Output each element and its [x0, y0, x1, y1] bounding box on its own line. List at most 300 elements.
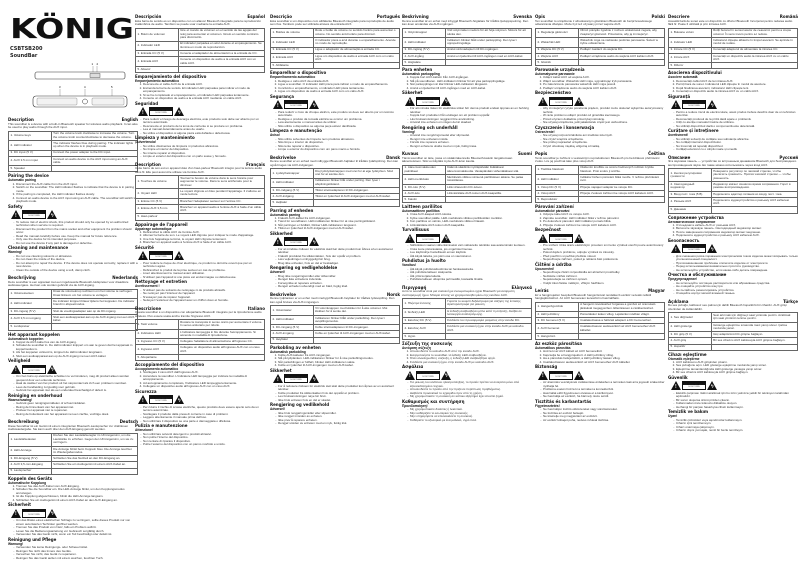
caution-label [671, 381, 798, 391]
part-description: Tilslut strømadapteren til DC-indgangen. [313, 188, 399, 194]
table-row [403, 38, 532, 48]
table-row [271, 306, 400, 316]
cleaning-item: - Cihazın içini temizlemeyin. [676, 422, 798, 426]
part-description: Ruotare la manopola in senso orario per aumentare il volume. In senso antiorario per ridurlo. [178, 320, 264, 330]
safety-item: - Um das Risiko eines elektrischen Schlags zu verringern, sollte dieses Produkt nur von einem autorisierten Techniker geöffnet werden. [16, 519, 138, 526]
cleaning-item: - Ne kísérelje meg megjavítani az eszközt. [543, 415, 665, 419]
part-description: Connect an audio device to the AUX input using an AUX cable. [51, 156, 137, 166]
part-label [403, 38, 446, 48]
safety-list [270, 385, 400, 403]
part-number: 5. [537, 196, 541, 201]
intro-text: Diese Soundbar ist ein Gerät mit einem integrierten Bluetooth-Lautsprecher zur drahtlosen Audiowiedergabe. Sie kann auch über den AUX-Eingang genutzt werden. [8, 423, 129, 432]
part-number: 4. [10, 158, 14, 163]
pairing-step: 1. Desligue o cabo AUX da entrada AUX. [278, 80, 400, 84]
language-section-français [135, 162, 265, 303]
caution-label [11, 364, 138, 374]
section-title: Περιγραφή [402, 284, 427, 290]
table-row [536, 175, 665, 185]
part-description: Schließen Sie das Netzteil an den DC-Eingang an. [51, 456, 137, 462]
cleaning-list [135, 289, 265, 303]
caution-line: RISK OF ELECTRIC SHOCK [285, 103, 307, 105]
caution-line: RISK OF ELECTRIC SHOCK [23, 368, 45, 370]
table-row [136, 329, 265, 339]
pairing-heading: Laitteen pariliitos [402, 204, 443, 210]
safety-item: - Ikke bruk enheten hvis en del er skadet. [278, 399, 400, 403]
pairing-steps [8, 341, 138, 359]
auto-pairing-heading: Automaattinen pariliitos [402, 209, 440, 214]
callout-2: 2 [96, 62, 99, 66]
part-description: Připojte napájecí adaptér ke vstupu DC. [578, 184, 664, 190]
part-name: Volymknappar [407, 30, 427, 35]
part-name: AUX-indgang [275, 194, 294, 199]
part-label [271, 337, 314, 343]
part-name: Luidspreker [13, 324, 30, 329]
pairing-heading: Het apparaat koppelen [8, 331, 60, 337]
caution-box [284, 374, 308, 383]
intro-text: Questa soundbar è un dispositivo con altoparlante Bluetooth integrato per la riproduzione audio wireless. Può essere usata anche tramite l'ingresso AUX. [135, 310, 262, 318]
part-number: 3. [404, 318, 408, 323]
part-number: 5. [404, 333, 408, 338]
part-name: AUX-tulo [407, 190, 420, 195]
part-number: 2. [10, 142, 14, 147]
part-description: Γυρίστε το κουμπί δεξιόστροφα για αύξηση της έντασης. Αριστερόστροφα για μείωση. [445, 299, 531, 309]
warning-triangle-icon: ! [671, 381, 681, 390]
part-number: 3. [272, 188, 276, 193]
pairing-steps [402, 213, 532, 227]
cleaning-list [535, 271, 665, 285]
part-number: 3. [537, 318, 541, 323]
pairing-heading: Parowanie urządzenia [535, 66, 585, 72]
part-number: 2. [537, 39, 541, 44]
section-title: Leírás [535, 288, 549, 294]
pairing-step: 3. Une fois l'appairage terminé, le voyant LED clignote lentement. [143, 238, 265, 242]
pairing-steps [135, 231, 265, 245]
safety-item: - For å redusere risikoen for elektrisk støt skal dette produktet kun åpnes av en autorisert tekniker. [278, 385, 400, 392]
cleaning-list [402, 268, 532, 282]
part-number: 5. [670, 63, 674, 68]
part-name: DC input (5 V) [13, 150, 33, 155]
part-label [9, 446, 52, 456]
part-label [536, 324, 579, 334]
part-label [136, 28, 179, 41]
safety-item: - Koppla bort produkten från eluttaget om ett problem uppstår. [410, 114, 532, 118]
table-row [669, 53, 798, 63]
part-description: Gire el mando de volumen en el sentido de las agujas del reloj para aumentar el volumen. Gírelo en sentido contrario para disminuirlo. [178, 28, 264, 41]
safety-heading: Siguranță [668, 93, 691, 99]
cleaning-item: - Do not attempt to repair the device. If the device does not operate correctly, replace it with a new device. [16, 262, 138, 269]
cleaning-item: - Nettoyez l'extérieur de l'appareil avec un chiffon doux et humide. [143, 299, 265, 303]
part-description: Indikatoren blinker blåt under parring. Den lyser i afspilningstilstand. [313, 178, 399, 188]
safety-list [535, 244, 665, 262]
safety-item: - Do not use the device if any part is damaged or defective. [16, 242, 138, 246]
shock-triangle-icon: ϟ [707, 381, 717, 390]
caution-line: RISK OF ELECTRIC SHOCK [683, 103, 705, 105]
auto-pairing-heading: Automatisch koppelen [8, 336, 44, 341]
language-section-español [135, 14, 265, 159]
part-description: Συνδέστε μια συσκευή ήχου στην είσοδο AUX με καλώδιο AUX. [445, 324, 531, 334]
manual-column-4 [402, 14, 532, 425]
warning-triangle-icon: ! [11, 210, 21, 219]
language-section-svenska [402, 14, 532, 148]
caution-title: CAUTION [150, 108, 172, 110]
cleaning-list [668, 282, 798, 296]
warning-heading: Advarsel! [270, 270, 286, 275]
intro-text: Esta soundbar é um dispositivo com altifalante Bluetooth integrado para reprodução de áudio sem fios. Também pode ser utilizada através da entrada AUX. [270, 18, 394, 26]
table-row [403, 196, 532, 202]
parts-table [8, 131, 138, 173]
pairing-step: 2. Ενεργοποιήστε το soundbar. Η ένδειξη LED αναβοσβήνει. [410, 354, 532, 358]
warning-heading: Figyelmeztetés! [535, 403, 560, 408]
cleaning-item: - Nie próbuj naprawiać urządzenia. [543, 141, 665, 145]
safety-item: - Desconecte el producto de la toma de corriente si se produce un problema. [143, 125, 265, 129]
shock-triangle-icon: ϟ [309, 374, 319, 383]
caution-line: RISK OF ELECTRIC SHOCK [150, 398, 172, 400]
pairing-heading: Parring af enheden [270, 207, 314, 213]
part-number: 2. [137, 43, 141, 48]
pairing-heading: Párování zařízení [535, 204, 574, 210]
caution-line: RISK OF ELECTRIC SHOCK [550, 374, 572, 376]
table-row [9, 299, 138, 309]
shock-triangle-icon: ϟ [707, 100, 717, 109]
caution-label [538, 233, 665, 243]
pairing-step: 3. Als het koppelen voltooid is, knippert de LED-indicator langzaam. [16, 351, 138, 355]
pairing-step: 1. Koppel de AUX-kabel los van de AUX-ingang. [16, 341, 138, 345]
safety-item: - Leia atentamente o manual antes de utilizar. [278, 121, 400, 125]
parts-table [535, 28, 665, 66]
pairing-step: 3. Kun pariliitos on valmis, LED-merkkivalo vilkkuu hitaasti. [410, 220, 532, 224]
part-number: 4. [670, 338, 674, 343]
part-name: Разъем AUX [673, 199, 692, 204]
safety-item: - Lisez attentivement le manuel avant utilisation. [143, 272, 265, 276]
section-title: Descripción [135, 14, 162, 19]
safety-item: - Only use the device for its intended purposes. [16, 238, 138, 242]
caution-box [549, 97, 573, 106]
part-description: Turn the volume knob clockwise to increase the volume. Turn the volume knob counterclockwise to decrease the volume. [51, 131, 137, 141]
warning-triangle-icon: ! [273, 237, 283, 246]
safety-item: - Elektrik çarpması riskini azaltmak için bu ürün yalnızca yetkili bir teknisyen tarafından açılmalıdır. [676, 392, 798, 399]
pairing-step: 4. Sluit een audioapparaat aan op de AUX-ingang met een AUX-kabel. [16, 355, 138, 359]
section-title: Popis [535, 151, 548, 157]
part-name: Πλήκτρα έντασης [407, 300, 431, 305]
part-name: Högtalare [407, 59, 421, 64]
part-label [669, 63, 712, 69]
warning-triangle-icon: ! [11, 365, 21, 374]
pairing-step: 1. Irrota AUX-kaapeli AUX-tulosta. [410, 213, 532, 217]
pairing-step: 4. Schließen Sie ein Audiogerät mit einem AUX-Kabel an den AUX-Eingang an. [16, 499, 138, 503]
part-name: Indicatore LED [140, 331, 161, 336]
caution-box [149, 395, 173, 404]
warning-triangle-icon: ! [138, 395, 148, 404]
part-number: 3. [137, 339, 141, 344]
part-label [9, 433, 52, 446]
table-row [536, 165, 665, 175]
part-name: Wskaźnik LED [540, 39, 561, 44]
part-label [669, 322, 712, 332]
cleaning-item: - Очищайте корпус мягкой влажной тканью. [676, 292, 798, 296]
part-description: Wskaźnik miga na niebiesko podczas parowania. Świeci w trybie odtwarzania. [578, 38, 664, 48]
safety-item: - Lea el manual detenidamente antes de usarlo. [143, 128, 265, 132]
part-description: Párosításkor kéken villog. Lejátszási módban világít. [578, 312, 664, 318]
part-label [536, 302, 579, 312]
section-title: Descriere [668, 14, 690, 19]
part-name: LED-Anzeige [13, 448, 32, 453]
part-description: Vri volumknappen med klokken for å øke volumet. Mot klokken for å senke det. [313, 306, 399, 316]
part-name: Äänenvoimakkuuden painikkeet [404, 165, 436, 173]
part-description [178, 66, 264, 72]
parts-table [8, 289, 138, 331]
cleaning-item: - Nečistěte vnitřek zařízení. [543, 275, 665, 279]
language-label: Português [376, 14, 400, 19]
part-label [403, 175, 446, 185]
table-row [136, 176, 265, 189]
table-row [403, 59, 532, 65]
part-label [403, 308, 446, 318]
caution-box [682, 100, 706, 109]
caution-title: CAUTION [683, 382, 705, 384]
pairing-step: 1. Débranchez le câble AUX de l'entrée AUX. [143, 231, 265, 235]
language-section-deutsch [8, 419, 138, 560]
safety-heading: Sikkerhed [270, 230, 293, 236]
part-label [136, 320, 179, 330]
intro-text: This soundbar is a device with a built-in Bluetooth speaker for wireless audio playback. It can also be used to play audio through the AUX input. [8, 121, 138, 129]
safety-heading: Safety [8, 203, 23, 209]
caution-line: RISK OF ELECTRIC SHOCK [285, 377, 307, 379]
pairing-step: 2. Allumez la barre de son. Le voyant LED clignote pour indiquer le mode d'appairage. [143, 234, 265, 238]
warning-heading: Ostrzeżenie! [535, 129, 555, 134]
part-name: Tlačítka hlasitosti [540, 167, 564, 172]
part-description: Η ένδειξη αναβοσβήνει μπλε κατά τη σύζευξη. Ανάβει σε λειτουργία αναπαραγωγής. [445, 308, 531, 318]
table-row [136, 41, 265, 51]
part-label [669, 28, 712, 38]
pairing-step: 2. Ligue a soundbar. O indicador LED pisca para indicar o modo de emparelhamento. [278, 83, 400, 87]
cleaning-item: - Gebruik geen reinigingsmiddelen of schuurmiddelen. [16, 402, 138, 406]
part-description: Draai de volumeknop rechtsom om het volume te verhogen. Draai linksom om het volume te verlagen. [51, 289, 137, 299]
pairing-step: 1. Trennen Sie das AUX-Kabel vom AUX-Eingang. [16, 485, 138, 489]
cleaning-item: - Ne tisztítsa az eszköz belsejét. [543, 412, 665, 416]
table-row [536, 59, 665, 65]
cleaning-list [668, 419, 798, 433]
cleaning-item: - Rengør ikke enhedens inderside. [278, 278, 400, 282]
intro-text: Αυτό το soundbar είναι μια συσκευή με ενσωματωμένο ηχείο Bluetooth για ασύρματη αναπαραγωγή ήχου. Μπορεί επίσης να χρησιμοποιηθεί μέσω της εισόδου AUX. [402, 289, 515, 297]
part-name: LED-indicator [13, 300, 33, 305]
caution-line: RISK OF ELECTRIC SHOCK [417, 237, 439, 239]
cleaning-list [270, 412, 400, 426]
caution-title: CAUTION [285, 238, 307, 240]
part-name: Entrada CC (5 V) [275, 47, 299, 52]
parts-table [402, 28, 532, 66]
safety-item: - Pokud dojde k problému, odpojte výrobek ze zásuvky. [543, 251, 665, 255]
part-description: Branchez un appareil audio à l'entrée AUX à l'aide d'un câble AUX. [178, 204, 264, 214]
cleaning-item: - Ikke prøv å reparere enheten. [278, 419, 400, 423]
caution-title: CAUTION [285, 375, 307, 377]
cleaning-item: - Не очищайте устройство изнутри. [676, 285, 798, 289]
pairing-steps [270, 217, 400, 231]
part-label [403, 165, 446, 175]
part-label [271, 169, 314, 179]
parts-table [668, 312, 798, 350]
cleaning-item: - No utilice disolventes de limpieza ni productos abrasivos. [143, 145, 265, 149]
safety-item: - Desligue o produto da tomada elétrica se ocorrer um problema. [278, 118, 400, 122]
safety-list [668, 111, 798, 129]
part-number: 1. [10, 436, 14, 441]
part-description: Merkkivalo vilkkuu sinisenä pariliitoksen aikana. Se palaa toistotilassa. [445, 175, 531, 185]
part-description: El indicador parpadea en azul durante el emparejamiento. Se ilumina en modo de reproducción. [178, 41, 264, 51]
safety-item: - Read the manual carefully before use. Keep the manual for future reference. [16, 235, 138, 239]
warning-triangle-icon: ! [138, 251, 148, 260]
cleaning-item: - Não limpe o interior do dispositivo. [278, 141, 400, 145]
part-number: 1. [670, 314, 674, 319]
part-number: 1. [137, 179, 141, 184]
part-number: 1. [10, 291, 14, 296]
safety-item: - Az áramütés veszélyének csökkentése érdekében a terméket csak arra jogosult szakember nyithatja fel. [543, 381, 665, 388]
part-number: 2. [404, 310, 408, 315]
cleaning-list [535, 134, 665, 148]
caution-title: CAUTION [417, 235, 439, 237]
caution-line: DO NOT OPEN [422, 102, 434, 104]
table-row [669, 344, 798, 350]
safety-item: - Sähköiskun vaaran vähentämiseksi vain valtuutettu teknikko saa avata tämän tuotteen. [410, 244, 532, 248]
part-number: 4. [272, 55, 276, 60]
callout-3: 3 [59, 85, 61, 89]
part-number: 4. [537, 190, 541, 195]
pairing-step: 1. Scollegare il cavo AUX dall'ingresso AUX. [143, 371, 265, 375]
caution-line: DO NOT OPEN [28, 370, 40, 372]
cleaning-item: - Не используйте чистящие растворители или абразивные средства. [676, 282, 798, 286]
part-description: Liitä virtasovitin DC-tuloon. [445, 184, 531, 190]
part-name: Кнопки регулировки громкости [670, 170, 702, 179]
section-title: Description [8, 117, 34, 122]
table-row [9, 314, 138, 324]
cleaning-list [8, 546, 138, 560]
caution-line: DO NOT OPEN [290, 106, 302, 108]
caution-box [416, 97, 440, 106]
safety-item: - Για μείωση του κινδύνου ηλεκτροπληξίας, το προϊόν πρέπει να ανοίγεται μόνο από εξουσιοδοτημένο τεχνικό. [410, 381, 532, 388]
table-row [136, 189, 265, 199]
language-section-english [8, 117, 138, 272]
safety-item: - Gebruik het apparaat niet als een onderdeel beschadigd of defect is. [16, 389, 138, 393]
cleaning-item: - Brug ikke rengøringsmidler eller slibemidler. [278, 275, 400, 279]
table-row [271, 28, 400, 38]
part-number: 5. [137, 214, 141, 219]
table-row [136, 355, 265, 361]
safety-item: - Les bruksanvisningen nøye før bruk. [278, 395, 400, 399]
pairing-step: 4. Připojte zvukové zařízení ke vstupu AUX kabelem AUX. [543, 224, 665, 228]
safety-item: - Haal de stekker van het product uit het stopcontact als zich een probleem voordoet. [16, 382, 138, 386]
warning-heading: Aviso! [270, 133, 280, 138]
auto-pairing-heading: Appairage automatique [135, 226, 172, 231]
part-number: 3. [10, 308, 14, 313]
part-number: 4. [404, 190, 408, 195]
safety-heading: Seguridad [135, 100, 159, 106]
language-label: English [121, 117, 138, 122]
cleaning-item: - Do not use cleaning solvents or abrasives. [16, 255, 138, 259]
caution-label [138, 107, 265, 117]
pairing-step: 2. Schalten Sie die Soundbar ein. Die LED-Anzeige blinkt, um den Kopplungsmodus anzuzeigen. [16, 488, 138, 495]
language-label: Polski [651, 14, 665, 19]
table-row [536, 302, 665, 312]
part-description: Indikatoren blinker blått under parkobling. Den lyser i avspillingsmodus. [313, 315, 399, 325]
safety-heading: Turvallisuus [402, 227, 429, 233]
caution-label [671, 100, 798, 110]
part-description [51, 468, 137, 474]
part-number: 4. [670, 55, 674, 60]
caution-line: RISK OF ELECTRIC SHOCK [683, 384, 705, 386]
pairing-step: 4. Connect an audio device to the AUX input using an AUX cable. The soundbar will switch to playback mode. [16, 197, 138, 204]
part-name: Ingresso CC (5 V) [140, 339, 165, 344]
intro-text: Ten soundbar to urządzenie z wbudowanym głośnikiem Bluetooth do bezprzewodowego odtwarzania dźwięku. Może być też używany przez wejście AUX. [535, 18, 653, 26]
part-number: 5. [272, 63, 276, 68]
pairing-steps [668, 80, 798, 94]
safety-item: - Probléma esetén húzza ki a terméket a konnektorból. [543, 388, 665, 392]
part-number: 1. [404, 165, 408, 170]
warning-heading: Upozornění! [535, 266, 555, 271]
parts-table [402, 165, 532, 203]
part-description: Индикатор мигает синим во время сопряжения. Горит в режиме воспроизведения. [711, 182, 797, 192]
part-description: Tilslut en lydenhed til AUX-indgangen med et AUX-kabel. [313, 194, 399, 200]
parts-table [135, 175, 265, 220]
safety-item: - Använd inte enheten om någon del är skadad. [410, 121, 532, 125]
pairing-step: 1. Αποσυνδέστε το καλώδιο AUX από την είσοδο AUX. [410, 350, 532, 354]
cleaning-item: - Non utilizzare solventi detergenti o prodotti abrasivi. [143, 433, 265, 437]
part-name: Regulacja głośności [540, 30, 568, 35]
safety-list [8, 221, 138, 246]
part-number: 1. [272, 30, 276, 35]
part-name: LED-indikator [275, 180, 295, 185]
cleaning-item: - Limpie el exterior del dispositivo con un paño suave y húmedo. [143, 155, 265, 159]
part-description [578, 334, 664, 340]
part-description: Le voyant clignote en bleu pendant l'appairage. Il s'allume en mode lecture. [178, 189, 264, 199]
pairing-step: 4. Tilslut en lydenhed til AUX-indgangen med et AUX-kabel. [278, 227, 400, 231]
section-title: Kuvaus [402, 151, 419, 157]
pairing-step: 1. Koble AUX-kabelen fra AUX-inngangen. [278, 354, 400, 358]
cleaning-heading: Καθαρισμός και συντήρηση [402, 398, 465, 404]
part-number: 4. [10, 316, 14, 321]
cleaning-item: - Clean the outside of the device using a soft, damp cloth. [16, 269, 138, 273]
language-label: Română [779, 14, 798, 19]
caution-box [682, 244, 706, 253]
caution-line: DO NOT OPEN [155, 113, 167, 115]
part-description: Obróć pokrętło zgodnie z ruchem wskazówek zegara, aby zwiększyć głośność. Przeciwnie, aby ją zmniejszyć. [578, 28, 664, 38]
part-number: 3. [272, 47, 276, 52]
section-title: Beschreibung [8, 419, 39, 425]
part-name: AUX 3,5-mm-Eingang [13, 462, 43, 467]
part-name: Højttaler [275, 200, 288, 205]
parts-table [270, 168, 400, 206]
manual-column-3 [270, 14, 400, 429]
pairing-step: 3. Po dokončení párování LED indikátor pomalu bliká. [543, 220, 665, 224]
cleaning-heading: Очистка и обслуживание [668, 272, 727, 278]
pairing-steps [270, 354, 400, 368]
pairing-step: 3. Eşleştirme tamamlandığında LED gösterge yavaşça yanıp söner. [676, 368, 798, 372]
cleaning-item: - Versuchen Sie nicht, das Gerät zu reparieren. [16, 553, 138, 557]
part-description: Připojte zvukové zařízení ke vstupu AUX kabelem AUX. [578, 190, 664, 196]
safety-item: - Brug ikke enheden, hvis en del er beskadiget. [278, 262, 400, 266]
part-label [136, 204, 179, 214]
language-section-dansk [270, 155, 400, 289]
language-label: Türkçe [783, 298, 798, 304]
cleaning-item: - Älä käytä puhdistusliuottimia tai hankausaineita. [410, 268, 532, 272]
part-number: 3. [670, 47, 674, 52]
part-label [9, 324, 52, 330]
part-description [445, 59, 531, 65]
section-title: Beskrivning [402, 14, 429, 19]
warning-heading: Waarschuwing! [8, 397, 33, 402]
part-description: Подключите аудиоустройство к разъему AUX кабелем AUX. [711, 197, 797, 207]
part-label [9, 299, 52, 309]
part-name: Touches de volume [140, 179, 167, 184]
safety-item: - Läs bruksanvisningen noggrant före användning. [410, 118, 532, 122]
part-label [669, 38, 712, 48]
